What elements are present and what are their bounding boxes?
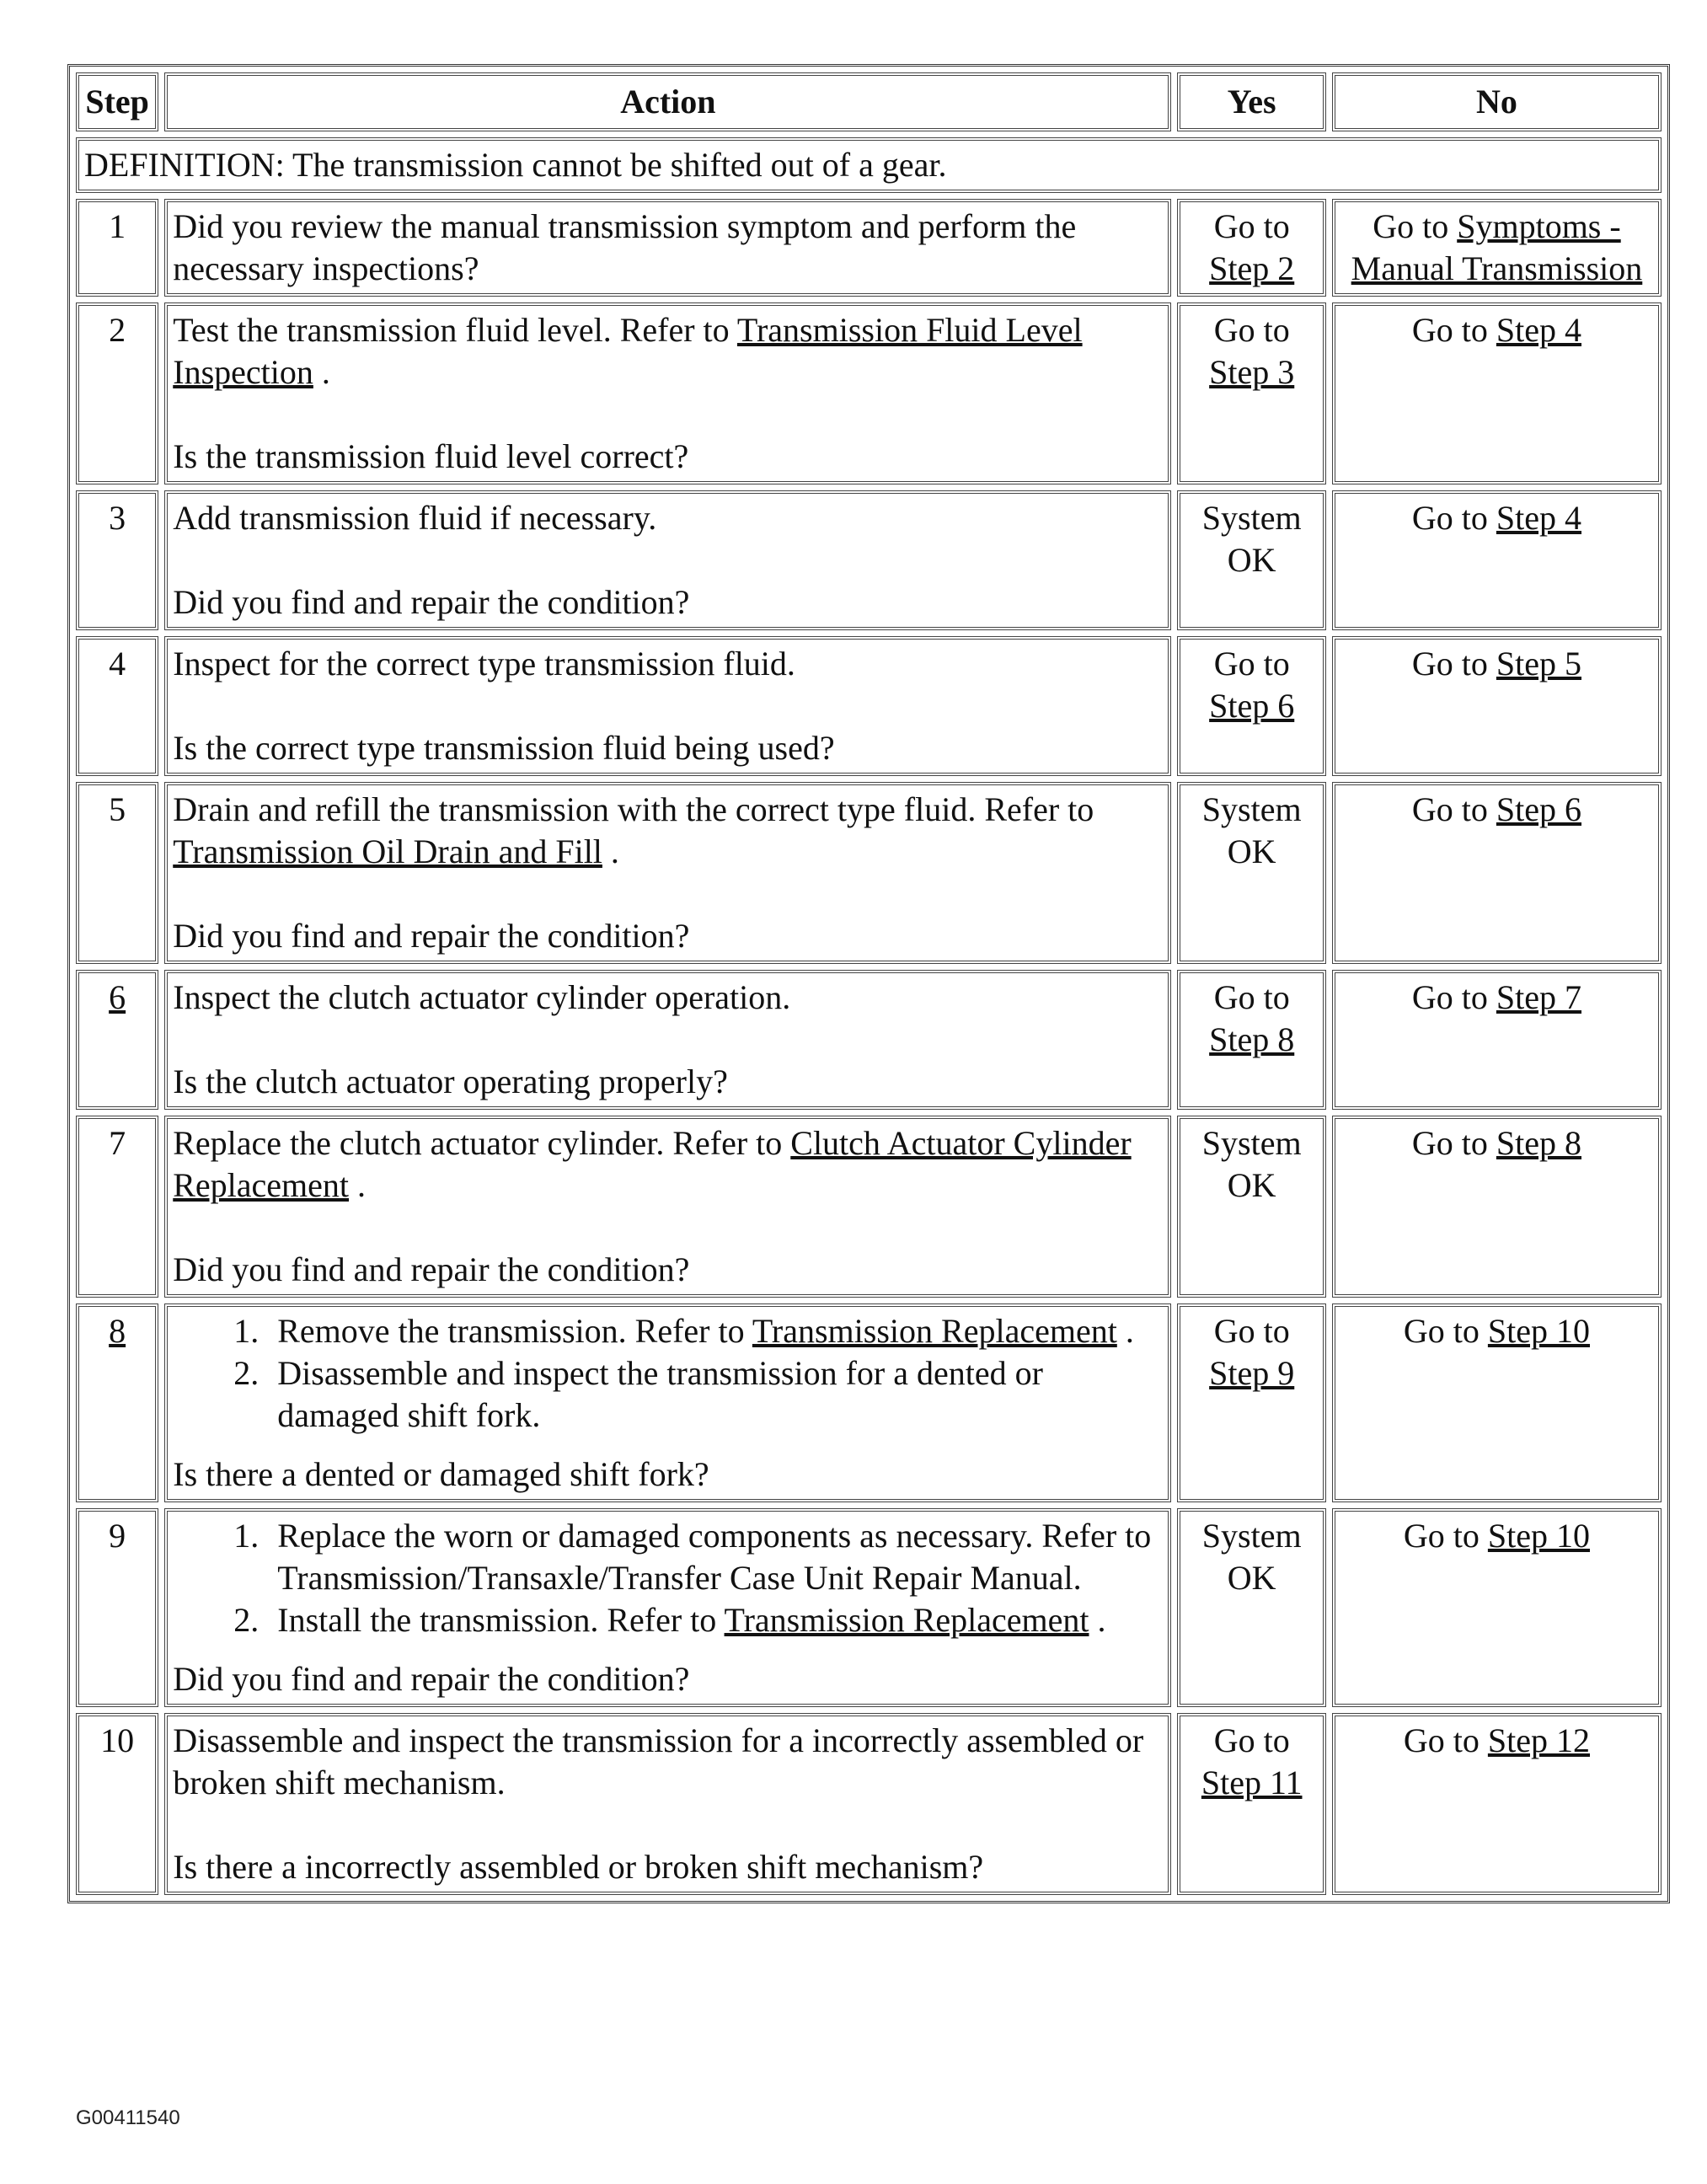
no-step-link[interactable]: Step 10 — [1487, 1517, 1591, 1555]
reference-link[interactable]: Transmission Replacement — [724, 1601, 1089, 1639]
no-step-link[interactable]: Step 6 — [1496, 790, 1582, 828]
list-item-text: Replace the worn or damaged components as necessary. Refer to Transmission/Transaxle/Transfer Case Unit Repair Manual. — [277, 1517, 1152, 1597]
action-cell — [164, 302, 1171, 484]
action-cell — [164, 490, 1171, 630]
step-number-text: 7 — [109, 1124, 126, 1162]
step-number — [76, 782, 158, 964]
no-prefix: Go to — [1403, 1721, 1480, 1759]
action-text — [173, 309, 1163, 393]
yes-prefix: Go to — [1213, 1312, 1290, 1350]
no-step-link[interactable]: Step 12 — [1487, 1721, 1591, 1759]
action-instruction: Did you review the manual transmission symptom and perform the necessary inspections? — [173, 207, 1077, 287]
definition-row — [76, 137, 1662, 193]
table-row — [76, 782, 1662, 964]
header-step: Step — [76, 72, 158, 131]
step-number-text: 10 — [100, 1721, 135, 1759]
step-number — [76, 199, 158, 297]
action-steps-list — [173, 1310, 1163, 1437]
action-instruction: Disassemble and inspect the transmission for a incorrectly assembled or broken shift mechanism. — [173, 1721, 1144, 1801]
step-number — [76, 1303, 158, 1502]
list-item-text: Disassemble and inspect the transmission for a dented or damaged shift fork. — [277, 1354, 1043, 1434]
table-row — [76, 636, 1662, 776]
yes-step-link[interactable]: Step 8 — [1209, 1020, 1295, 1058]
action-cell — [164, 1116, 1171, 1298]
action-cell — [164, 970, 1171, 1110]
action-text — [173, 643, 1163, 685]
figure-code: G00411540 — [76, 2106, 180, 2129]
step-number — [76, 636, 158, 776]
action-text — [173, 497, 1163, 539]
step-number — [76, 1116, 158, 1298]
action-question: Did you find and repair the condition? — [173, 917, 690, 955]
no-cell — [1332, 636, 1662, 776]
table-row — [76, 1713, 1662, 1895]
action-question: Is there a dented or damaged shift fork? — [173, 1455, 709, 1493]
step-number-text[interactable]: 8 — [109, 1312, 126, 1350]
no-prefix: Go to — [1411, 790, 1488, 828]
header-yes: Yes — [1177, 72, 1325, 131]
no-step-link[interactable]: Step 4 — [1496, 499, 1582, 537]
yes-prefix: Go to — [1213, 978, 1290, 1016]
list-item — [267, 1515, 1163, 1599]
no-prefix: Go to — [1411, 499, 1488, 537]
yes-cell — [1177, 302, 1325, 484]
header-no: No — [1332, 72, 1662, 131]
yes-result: System OK — [1201, 499, 1302, 579]
action-question: Is the transmission fluid level correct? — [173, 437, 689, 475]
action-instruction: Replace the clutch actuator cylinder. Refer to — [173, 1124, 783, 1162]
step-number — [76, 302, 158, 484]
step-number — [76, 1713, 158, 1895]
yes-cell — [1177, 636, 1325, 776]
yes-result: System OK — [1201, 1517, 1302, 1597]
yes-cell — [1177, 1713, 1325, 1895]
table-row — [76, 490, 1662, 630]
action-question: Is the correct type transmission fluid being used? — [173, 729, 835, 767]
action-question: Did you find and repair the condition? — [173, 1660, 690, 1698]
step-number-text: 2 — [109, 311, 126, 349]
table-row — [76, 1508, 1662, 1707]
action-instruction: Test the transmission fluid level. Refer to — [173, 311, 730, 349]
list-item — [267, 1599, 1163, 1641]
yes-cell — [1177, 490, 1325, 630]
link-suffix: . — [1125, 1312, 1134, 1350]
yes-prefix: Go to — [1213, 645, 1290, 682]
action-text — [173, 1122, 1163, 1207]
no-prefix: Go to — [1373, 207, 1449, 245]
no-prefix: Go to — [1403, 1517, 1480, 1555]
no-prefix: Go to — [1411, 311, 1488, 349]
list-item — [267, 1352, 1163, 1437]
yes-step-link[interactable]: Step 2 — [1209, 249, 1295, 287]
no-cell — [1332, 1116, 1662, 1298]
no-step-link[interactable]: Step 7 — [1496, 978, 1582, 1016]
yes-step-link[interactable]: Step 3 — [1209, 353, 1295, 391]
action-instruction: Drain and refill the transmission with the correct type fluid. Refer to — [173, 790, 1094, 828]
no-cell — [1332, 490, 1662, 630]
no-cell — [1332, 970, 1662, 1110]
action-text — [173, 1720, 1163, 1804]
yes-cell — [1177, 970, 1325, 1110]
step-number — [76, 970, 158, 1110]
action-instruction: Add transmission fluid if necessary. — [173, 499, 657, 537]
yes-step-link[interactable]: Step 11 — [1201, 1764, 1303, 1801]
no-cell — [1332, 1303, 1662, 1502]
header-action: Action — [164, 72, 1171, 131]
diagnostic-table-container — [67, 64, 1670, 1903]
yes-prefix: Go to — [1213, 207, 1290, 245]
no-cell — [1332, 302, 1662, 484]
no-step-link[interactable]: Symptoms - Manual Transmission — [1351, 207, 1643, 287]
no-step-link[interactable]: Step 10 — [1487, 1312, 1591, 1350]
action-cell — [164, 782, 1171, 964]
diagnostic-table — [67, 64, 1670, 1903]
action-steps-list — [173, 1515, 1163, 1641]
action-text — [173, 977, 1163, 1019]
no-step-link[interactable]: Step 4 — [1496, 311, 1582, 349]
table-row — [76, 970, 1662, 1110]
reference-link[interactable]: Transmission Fluid Level Inspection — [173, 311, 1083, 391]
yes-prefix: Go to — [1213, 1721, 1290, 1759]
no-step-link[interactable]: Step 8 — [1496, 1124, 1582, 1162]
action-cell — [164, 636, 1171, 776]
step-number-text[interactable]: 6 — [109, 978, 126, 1016]
action-cell — [164, 1508, 1171, 1707]
action-question: Did you find and repair the condition? — [173, 1250, 690, 1288]
reference-link[interactable]: Transmission Oil Drain and Fill — [173, 832, 602, 870]
step-number — [76, 1508, 158, 1707]
link-suffix: . — [1097, 1601, 1106, 1639]
step-number — [76, 490, 158, 630]
table-row — [76, 1116, 1662, 1298]
no-step-link[interactable]: Step 5 — [1496, 645, 1582, 682]
no-cell — [1332, 199, 1662, 297]
yes-cell — [1177, 1303, 1325, 1502]
step-number-text: 1 — [109, 207, 126, 245]
action-question: Is the clutch actuator operating properly? — [173, 1063, 728, 1100]
action-text — [173, 206, 1163, 290]
yes-cell — [1177, 1116, 1325, 1298]
table-row — [76, 1303, 1662, 1502]
list-item — [267, 1310, 1163, 1352]
definition-text: DEFINITION: The transmission cannot be shifted out of a gear. — [76, 137, 1662, 193]
list-item-text: Remove the transmission. Refer to — [277, 1312, 745, 1350]
action-question: Is there a incorrectly assembled or broken shift mechanism? — [173, 1848, 984, 1886]
yes-cell — [1177, 199, 1325, 297]
action-instruction: Inspect the clutch actuator cylinder operation. — [173, 978, 791, 1016]
action-cell — [164, 1713, 1171, 1895]
action-question: Did you find and repair the condition? — [173, 583, 690, 621]
yes-step-link[interactable]: Step 9 — [1209, 1354, 1295, 1392]
action-instruction: Inspect for the correct type transmission fluid. — [173, 645, 795, 682]
no-cell — [1332, 1713, 1662, 1895]
list-item-text: Install the transmission. Refer to — [277, 1601, 717, 1639]
action-cell — [164, 1303, 1171, 1502]
step-number-text: 5 — [109, 790, 126, 828]
reference-link[interactable]: Clutch Actuator Cylinder Replacement — [173, 1124, 1132, 1204]
no-prefix: Go to — [1411, 978, 1488, 1016]
yes-cell — [1177, 782, 1325, 964]
yes-step-link[interactable]: Step 6 — [1209, 687, 1295, 725]
step-number-text: 9 — [109, 1517, 126, 1555]
link-suffix: . — [610, 832, 619, 870]
no-prefix: Go to — [1411, 645, 1488, 682]
no-cell — [1332, 1508, 1662, 1707]
no-cell — [1332, 782, 1662, 964]
link-suffix: . — [321, 353, 330, 391]
reference-link[interactable]: Transmission Replacement — [752, 1312, 1117, 1350]
header-row — [76, 72, 1662, 131]
yes-cell — [1177, 1508, 1325, 1707]
step-number-text: 4 — [109, 645, 126, 682]
yes-result: System OK — [1201, 790, 1302, 870]
action-text — [173, 789, 1163, 873]
table-row — [76, 302, 1662, 484]
yes-result: System OK — [1201, 1124, 1302, 1204]
no-prefix: Go to — [1403, 1312, 1480, 1350]
table-row — [76, 199, 1662, 297]
step-number-text: 3 — [109, 499, 126, 537]
action-cell — [164, 199, 1171, 297]
yes-prefix: Go to — [1213, 311, 1290, 349]
no-prefix: Go to — [1411, 1124, 1488, 1162]
link-suffix: . — [357, 1166, 367, 1204]
